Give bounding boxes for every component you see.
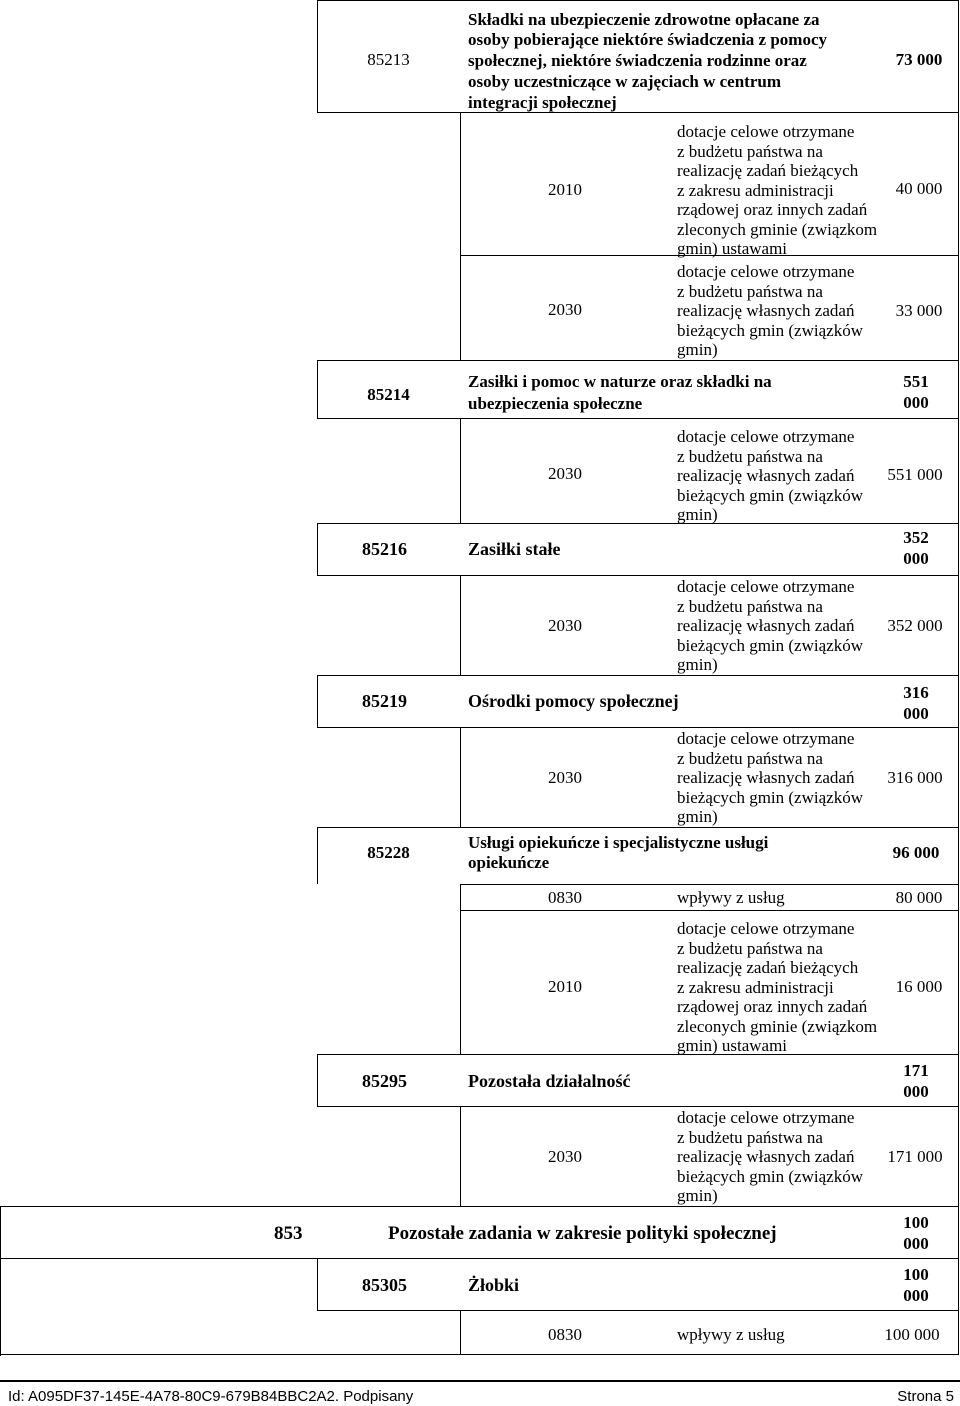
paragraph-code: 2030 [548,1147,582,1166]
row-title-line: osoby pobierające niektóre świadczenia z pomocy [468,30,828,49]
row-code: 85213 [367,50,410,69]
grid-line [317,1054,318,1106]
row-amount: 100 [903,1265,929,1284]
row-title-line: Usługi opiekuńcze i specjalistyczne usługi [468,833,769,852]
grid-line [317,675,959,676]
item-amount: 551 000 [887,465,943,484]
grid-line [460,910,959,911]
row-code: 85219 [362,691,407,711]
grid-line [0,1206,959,1207]
grid-line [317,575,959,576]
row-amount: 000 [903,549,929,568]
row-code: 85214 [367,385,410,404]
item-description: dotacje celowe otrzymane z budżetu państwa na realizację własnych zadań bieżących gmin (związków gmin) [677,1108,863,1205]
row-title-line: integracji społecznej [468,93,617,112]
item-amount: 352 000 [887,616,943,635]
row-code: 85216 [362,539,407,559]
paragraph-code: 2010 [548,977,582,996]
grid-line [460,884,959,885]
section-title: Pozostałe zadania w zakresie polityki społecznej [388,1223,777,1244]
row-amount: 000 [903,1082,929,1101]
row-amount: 551 [903,372,929,391]
item-amount: 80 000 [895,888,943,907]
grid-line [317,112,959,113]
item-description: wpływy z usług [677,1325,785,1344]
row-amount: 000 [903,704,929,723]
item-amount: 40 000 [895,179,943,198]
grid-line [317,827,959,828]
row-title: Zasiłki stałe [468,539,561,559]
paragraph-code: 2030 [548,616,582,635]
row-amount: 000 [903,1286,929,1305]
item-description: dotacje celowe otrzymane z budżetu państwa na realizację własnych zadań bieżących gmin (związków gmin) [677,262,863,359]
grid-line [317,0,959,1]
grid-line [317,675,318,727]
row-title-line: Zasiłki i pomoc w naturze oraz składki na [468,372,772,391]
row-code: 85305 [362,1275,407,1295]
row-amount: 352 [903,528,929,547]
row-code: 85295 [362,1071,407,1091]
paragraph-code: 2010 [548,180,582,199]
item-description: dotacje celowe otrzymane z budżetu państwa na realizację zadań bieżących z zakresu administracji rządowej oraz innych zadań zleconych gminie (związkom gmin) ustawami [677,122,878,258]
section-code: 853 [274,1223,303,1244]
grid-line [317,1258,318,1310]
item-amount: 171 000 [887,1147,943,1166]
row-code: 85228 [367,843,410,862]
row-amount: 96 000 [892,843,940,862]
document-id: Id: A095DF37-145E-4A78-80C9-679B84BBC2A2. Podpisany [8,1388,414,1405]
item-description: dotacje celowe otrzymane z budżetu państwa na realizację własnych zadań bieżących gmin (związków gmin) [677,729,863,826]
grid-line [317,523,318,575]
grid-line [317,1310,959,1311]
section-amount: 000 [903,1234,929,1253]
paragraph-code: 0830 [548,1325,582,1344]
row-title-line: ubezpieczenia społeczne [468,394,643,413]
grid-line [317,1106,959,1107]
item-amount: 100 000 [884,1325,940,1344]
row-title-line: Składki na ubezpieczenie zdrowotne opłacane za [468,10,820,29]
paragraph-code: 2030 [548,300,582,319]
grid-line [0,1206,1,1356]
paragraph-code: 2030 [548,464,582,483]
row-amount: 73 000 [895,50,943,69]
item-description: wpływy z usług [677,888,785,907]
item-description: dotacje celowe otrzymane z budżetu państwa na realizację własnych zadań bieżących gmin (związków gmin) [677,577,863,674]
paragraph-code: 2030 [548,768,582,787]
grid-line [0,1354,959,1355]
row-amount: 000 [903,393,929,412]
grid-line [460,112,461,360]
paragraph-code: 0830 [548,888,582,907]
row-title-line: osoby uczestniczące w zajęciach w centrum [468,72,781,91]
row-title: Żłobki [468,1275,520,1295]
grid-line [317,418,959,419]
row-title-line: społecznej, niektóre świadczenia rodzinne oraz [468,51,807,70]
row-amount: 316 [903,683,929,702]
row-title: Pozostała działalność [468,1071,631,1091]
grid-line [317,727,959,728]
item-description: dotacje celowe otrzymane z budżetu państwa na realizację własnych zadań bieżących gmin (związków gmin) [677,427,863,524]
item-amount: 316 000 [887,768,943,787]
page-number: Strona 5 [897,1388,954,1405]
grid-line [317,360,959,361]
section-amount: 100 [903,1213,929,1232]
footer-rule [0,1380,960,1382]
row-title-line: opiekuńcze [468,853,550,872]
item-description: dotacje celowe otrzymane z budżetu państwa na realizację zadań bieżących z zakresu administracji rządowej oraz innych zadań zleconych gminie (związkom gmin) ustawami [677,919,878,1055]
grid-line [958,0,959,1354]
row-title: Ośrodki pomocy społecznej [468,691,679,711]
row-amount: 171 [903,1061,929,1080]
grid-line [0,1258,959,1259]
item-amount: 16 000 [895,977,943,996]
item-amount: 33 000 [895,301,943,320]
